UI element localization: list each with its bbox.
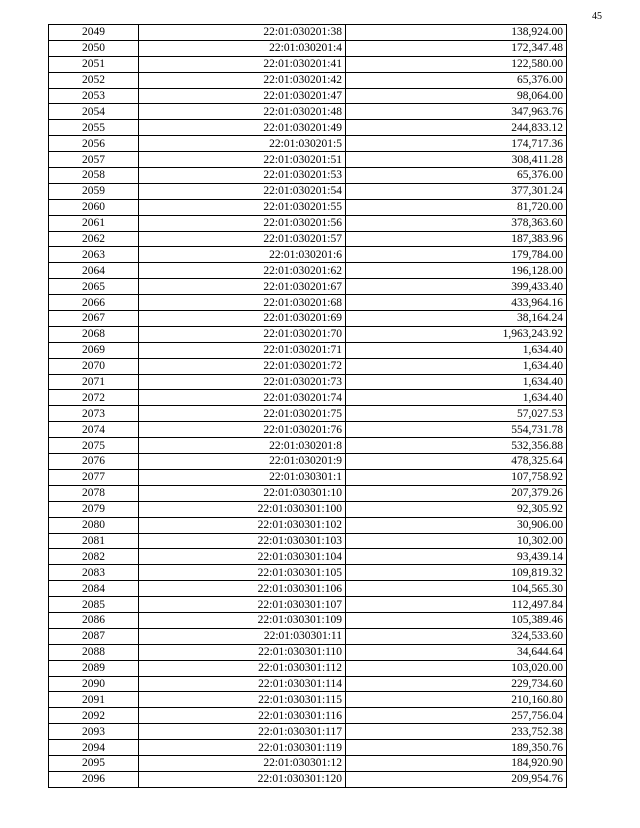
row-number-cell: 2085 [49,597,139,613]
cadastral-number-cell: 22:01:030301:104 [139,549,346,565]
cadastral-number-cell: 22:01:030201:75 [139,406,346,422]
table-row [49,120,567,136]
cadastral-number-cell: 22:01:030201:56 [139,215,346,231]
cadastral-number-cell: 22:01:030201:70 [139,326,346,342]
table-row [49,454,567,470]
row-number-cell: 2092 [49,708,139,724]
table-row [49,692,567,708]
table-row [49,326,567,342]
cadastral-number-cell: 22:01:030301:103 [139,533,346,549]
row-number-cell: 2064 [49,263,139,279]
row-number-cell: 2074 [49,422,139,438]
row-number-cell: 2063 [49,247,139,263]
cadastral-number-cell: 22:01:030301:107 [139,597,346,613]
row-number-cell: 2051 [49,56,139,72]
table-row [49,56,567,72]
cadastral-number-cell: 22:01:030201:4 [139,40,346,56]
cadastral-number-cell: 22:01:030201:47 [139,88,346,104]
table-body [49,25,567,788]
cadastral-value-cell: 179,784.00 [346,247,567,263]
cadastral-value-cell: 103,020.00 [346,660,567,676]
cadastral-value-cell: 93,439.14 [346,549,567,565]
table-row [49,533,567,549]
cadastral-value-cell: 65,376.00 [346,168,567,184]
cadastral-value-cell: 184,920.90 [346,755,567,771]
table-row [49,231,567,247]
cadastral-value-cell: 189,350.76 [346,740,567,756]
table-row [49,152,567,168]
cadastral-value-cell: 308,411.28 [346,152,567,168]
row-number-cell: 2083 [49,565,139,581]
table-row [49,438,567,454]
cadastral-value-cell: 554,731.78 [346,422,567,438]
cadastral-number-cell: 22:01:030201:72 [139,358,346,374]
row-number-cell: 2091 [49,692,139,708]
cadastral-value-cell: 1,634.40 [346,342,567,358]
row-number-cell: 2093 [49,724,139,740]
table-row [49,390,567,406]
cadastral-value-cell: 210,160.80 [346,692,567,708]
cadastral-number-cell: 22:01:030301:116 [139,708,346,724]
cadastral-number-cell: 22:01:030201:62 [139,263,346,279]
row-number-cell: 2077 [49,469,139,485]
cadastral-number-cell: 22:01:030201:48 [139,104,346,120]
cadastral-number-cell: 22:01:030201:73 [139,374,346,390]
table-row [49,612,567,628]
table-row [49,708,567,724]
cadastral-value-cell: 30,906.00 [346,517,567,533]
row-number-cell: 2084 [49,581,139,597]
table-row [49,406,567,422]
row-number-cell: 2054 [49,104,139,120]
cadastral-number-cell: 22:01:030201:6 [139,247,346,263]
table-row [49,104,567,120]
cadastral-number-cell: 22:01:030301:12 [139,755,346,771]
cadastral-number-cell: 22:01:030201:8 [139,438,346,454]
cadastral-value-cell: 92,305.92 [346,501,567,517]
row-number-cell: 2068 [49,326,139,342]
row-number-cell: 2070 [49,358,139,374]
cadastral-number-cell: 22:01:030201:53 [139,168,346,184]
cadastral-value-cell: 229,734.60 [346,676,567,692]
cadastral-value-cell: 1,634.40 [346,390,567,406]
table-row [49,136,567,152]
table-row [49,199,567,215]
row-number-cell: 2065 [49,279,139,295]
row-number-cell: 2082 [49,549,139,565]
row-number-cell: 2095 [49,755,139,771]
cadastral-value-cell: 196,128.00 [346,263,567,279]
cadastral-value-cell: 104,565.30 [346,581,567,597]
table-row [49,422,567,438]
row-number-cell: 2090 [49,676,139,692]
row-number-cell: 2086 [49,612,139,628]
row-number-cell: 2055 [49,120,139,136]
row-number-cell: 2080 [49,517,139,533]
cadastral-number-cell: 22:01:030301:100 [139,501,346,517]
table-row [49,279,567,295]
row-number-cell: 2067 [49,311,139,327]
cadastral-number-cell: 22:01:030201:41 [139,56,346,72]
cadastral-value-cell: 174,717.36 [346,136,567,152]
table-row [49,724,567,740]
table-row [49,740,567,756]
cadastral-value-cell: 107,758.92 [346,469,567,485]
row-number-cell: 2057 [49,152,139,168]
table-row [49,263,567,279]
table-row [49,168,567,184]
row-number-cell: 2059 [49,183,139,199]
table-row [49,72,567,88]
cadastral-number-cell: 22:01:030201:54 [139,183,346,199]
row-number-cell: 2069 [49,342,139,358]
row-number-cell: 2066 [49,295,139,311]
cadastral-value-cell: 233,752.38 [346,724,567,740]
row-number-cell: 2079 [49,501,139,517]
cadastral-number-cell: 22:01:030201:9 [139,454,346,470]
row-number-cell: 2073 [49,406,139,422]
row-number-cell: 2076 [49,454,139,470]
cadastral-value-cell: 244,833.12 [346,120,567,136]
cadastral-value-cell: 98,064.00 [346,88,567,104]
row-number-cell: 2071 [49,374,139,390]
table-row [49,215,567,231]
cadastral-value-cell: 122,580.00 [346,56,567,72]
row-number-cell: 2087 [49,628,139,644]
cadastral-number-cell: 22:01:030201:57 [139,231,346,247]
table-row [49,755,567,771]
cadastral-value-cell: 1,634.40 [346,374,567,390]
cadastral-value-cell: 209,954.76 [346,771,567,787]
cadastral-number-cell: 22:01:030301:109 [139,612,346,628]
row-number-cell: 2056 [49,136,139,152]
cadastral-number-cell: 22:01:030301:115 [139,692,346,708]
table-row [49,469,567,485]
row-number-cell: 2072 [49,390,139,406]
table-row [49,88,567,104]
cadastral-number-cell: 22:01:030201:38 [139,25,346,41]
table-row [49,342,567,358]
cadastral-number-cell: 22:01:030201:74 [139,390,346,406]
cadastral-value-cell: 399,433.40 [346,279,567,295]
cadastral-value-cell: 138,924.00 [346,25,567,41]
table-row [49,25,567,41]
row-number-cell: 2053 [49,88,139,104]
row-number-cell: 2060 [49,199,139,215]
cadastral-value-cell: 347,963.76 [346,104,567,120]
row-number-cell: 2094 [49,740,139,756]
cadastral-value-table [48,24,567,788]
cadastral-number-cell: 22:01:030301:10 [139,485,346,501]
table-row [49,311,567,327]
row-number-cell: 2058 [49,168,139,184]
cadastral-number-cell: 22:01:030301:114 [139,676,346,692]
table-row [49,501,567,517]
cadastral-value-cell: 105,389.46 [346,612,567,628]
table-row [49,565,567,581]
row-number-cell: 2061 [49,215,139,231]
table-row [49,183,567,199]
table-row [49,660,567,676]
cadastral-value-cell: 207,379.26 [346,485,567,501]
cadastral-number-cell: 22:01:030301:106 [139,581,346,597]
cadastral-value-cell: 81,720.00 [346,199,567,215]
cadastral-number-cell: 22:01:030201:49 [139,120,346,136]
cadastral-value-cell: 172,347.48 [346,40,567,56]
cadastral-value-cell: 187,383.96 [346,231,567,247]
row-number-cell: 2096 [49,771,139,787]
cadastral-number-cell: 22:01:030201:69 [139,311,346,327]
row-number-cell: 2089 [49,660,139,676]
cadastral-number-cell: 22:01:030201:5 [139,136,346,152]
cadastral-number-cell: 22:01:030301:1 [139,469,346,485]
cadastral-number-cell: 22:01:030301:120 [139,771,346,787]
cadastral-value-cell: 34,644.64 [346,644,567,660]
cadastral-value-cell: 1,963,243.92 [346,326,567,342]
table-row [49,40,567,56]
cadastral-number-cell: 22:01:030301:11 [139,628,346,644]
cadastral-number-cell: 22:01:030301:102 [139,517,346,533]
row-number-cell: 2075 [49,438,139,454]
cadastral-number-cell: 22:01:030301:112 [139,660,346,676]
table-row [49,676,567,692]
table-row [49,581,567,597]
cadastral-value-cell: 112,497.84 [346,597,567,613]
table-row [49,597,567,613]
cadastral-number-cell: 22:01:030201:68 [139,295,346,311]
cadastral-number-cell: 22:01:030201:71 [139,342,346,358]
cadastral-value-cell: 109,819.32 [346,565,567,581]
table-row [49,485,567,501]
row-number-cell: 2049 [49,25,139,41]
cadastral-value-cell: 38,164.24 [346,311,567,327]
cadastral-number-cell: 22:01:030301:117 [139,724,346,740]
table-row [49,644,567,660]
row-number-cell: 2062 [49,231,139,247]
cadastral-number-cell: 22:01:030201:67 [139,279,346,295]
row-number-cell: 2052 [49,72,139,88]
table-row [49,247,567,263]
cadastral-number-cell: 22:01:030201:55 [139,199,346,215]
cadastral-value-cell: 65,376.00 [346,72,567,88]
cadastral-value-cell: 478,325.64 [346,454,567,470]
cadastral-number-cell: 22:01:030301:110 [139,644,346,660]
row-number-cell: 2088 [49,644,139,660]
row-number-cell: 2050 [49,40,139,56]
cadastral-number-cell: 22:01:030201:42 [139,72,346,88]
cadastral-number-cell: 22:01:030301:105 [139,565,346,581]
row-number-cell: 2081 [49,533,139,549]
row-number-cell: 2078 [49,485,139,501]
table-row [49,517,567,533]
cadastral-value-cell: 378,363.60 [346,215,567,231]
cadastral-number-cell: 22:01:030201:51 [139,152,346,168]
table-row [49,771,567,787]
cadastral-value-cell: 257,756.04 [346,708,567,724]
cadastral-value-cell: 324,533.60 [346,628,567,644]
cadastral-value-cell: 377,301.24 [346,183,567,199]
page-number: 45 [592,11,602,22]
cadastral-value-cell: 10,302.00 [346,533,567,549]
cadastral-value-cell: 532,356.88 [346,438,567,454]
cadastral-value-cell: 57,027.53 [346,406,567,422]
table-row [49,374,567,390]
table-row [49,358,567,374]
table-row [49,295,567,311]
table-row [49,549,567,565]
cadastral-number-cell: 22:01:030201:76 [139,422,346,438]
cadastral-value-cell: 433,964.16 [346,295,567,311]
cadastral-value-cell: 1,634.40 [346,358,567,374]
cadastral-number-cell: 22:01:030301:119 [139,740,346,756]
table-row [49,628,567,644]
